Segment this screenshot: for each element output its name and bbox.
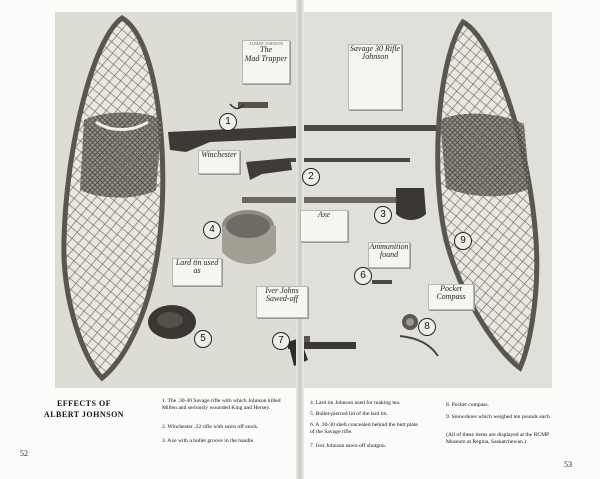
caption-item-8: 8. Pocket compass.	[446, 402, 489, 408]
card-shotgun	[256, 286, 308, 318]
card-savage-rifle	[348, 44, 402, 110]
card-shotgun-line1: Iver Johns	[265, 286, 299, 295]
caption-item-6: 6. A .30-30 shell concealed behind the butt plate of the Savage rifle.	[310, 422, 418, 435]
card-compass-line2: Compass	[436, 292, 466, 302]
card-savage-line1: Savage 30 Rifle	[349, 44, 401, 53]
card-mad-trapper-line2: The	[260, 45, 272, 55]
card-winchester	[198, 150, 240, 174]
caption-item-4: 4. Lard tin Johnson used for making tea.	[310, 400, 401, 406]
section-title-line1: EFFECTS OF	[56, 399, 112, 408]
card-winchester-line1: Winchester	[201, 150, 237, 159]
card-pocket-compass	[428, 284, 474, 310]
card-axe-line1: Axe	[318, 210, 330, 219]
lard-tin	[222, 210, 276, 264]
marker-9: 9	[454, 232, 472, 250]
card-lard-tin-line1: Lard tin used as	[175, 258, 219, 276]
caption-museum-note: (All of these items are displayed at the RCMP Museum at Regina, Saskatchewan.)	[446, 432, 549, 445]
marker-3: 3	[374, 206, 392, 224]
marker-2: 2	[302, 168, 320, 186]
winchester-rifle	[246, 158, 410, 180]
marker-1: 1	[219, 113, 237, 131]
card-mad-trapper-line3: Mad Trapper	[244, 53, 288, 63]
page-number-right: 53	[564, 460, 572, 469]
caption-item-5: 5. Bullet-pierced lid of the lard tin.	[310, 411, 388, 417]
caption-item-9: 9. Snowshoes which weighed ten pounds each.	[446, 414, 552, 420]
card-ammunition-line1: Ammunition found	[369, 242, 409, 260]
card-ammunition	[368, 242, 410, 268]
marker-4: 4	[203, 221, 221, 239]
rifle-shell	[372, 280, 392, 284]
card-lard-tin	[172, 258, 222, 286]
section-title-line2: ALBERT JOHNSON	[43, 410, 125, 419]
card-shotgun-line2: Sawed-off	[266, 294, 298, 304]
page-number-left: 52	[20, 449, 28, 458]
card-axe	[300, 210, 348, 242]
caption-item-2: 2. Winchester .22 rifle with sawn off stock.	[162, 424, 259, 430]
card-mad-trapper-line1: ALBERT JOHNSON	[248, 41, 284, 46]
card-compass-line1: Pocket	[440, 284, 462, 293]
marker-5: 5	[194, 330, 212, 348]
caption-item-3: 3. Axe with a bullet groove in the handle.	[162, 438, 255, 444]
lid-highlight	[157, 312, 183, 328]
snowshoe-right	[438, 22, 537, 368]
section-title	[32, 398, 136, 420]
marker-7: 7	[272, 332, 290, 350]
card-savage-line2: Johnson	[361, 52, 389, 62]
snowshoe-left	[64, 18, 163, 378]
marker-6: 6	[354, 267, 372, 285]
card-mad-trapper	[242, 40, 290, 84]
caption-item-7: 7. Iver Johnson sawn-off shotgun.	[310, 443, 387, 449]
caption-item-1: 1. The .30-30 Savage rifle with which Johnson killed Millen and seriously wounded King and Hersey.	[162, 398, 281, 411]
marker-8: 8	[418, 318, 436, 336]
